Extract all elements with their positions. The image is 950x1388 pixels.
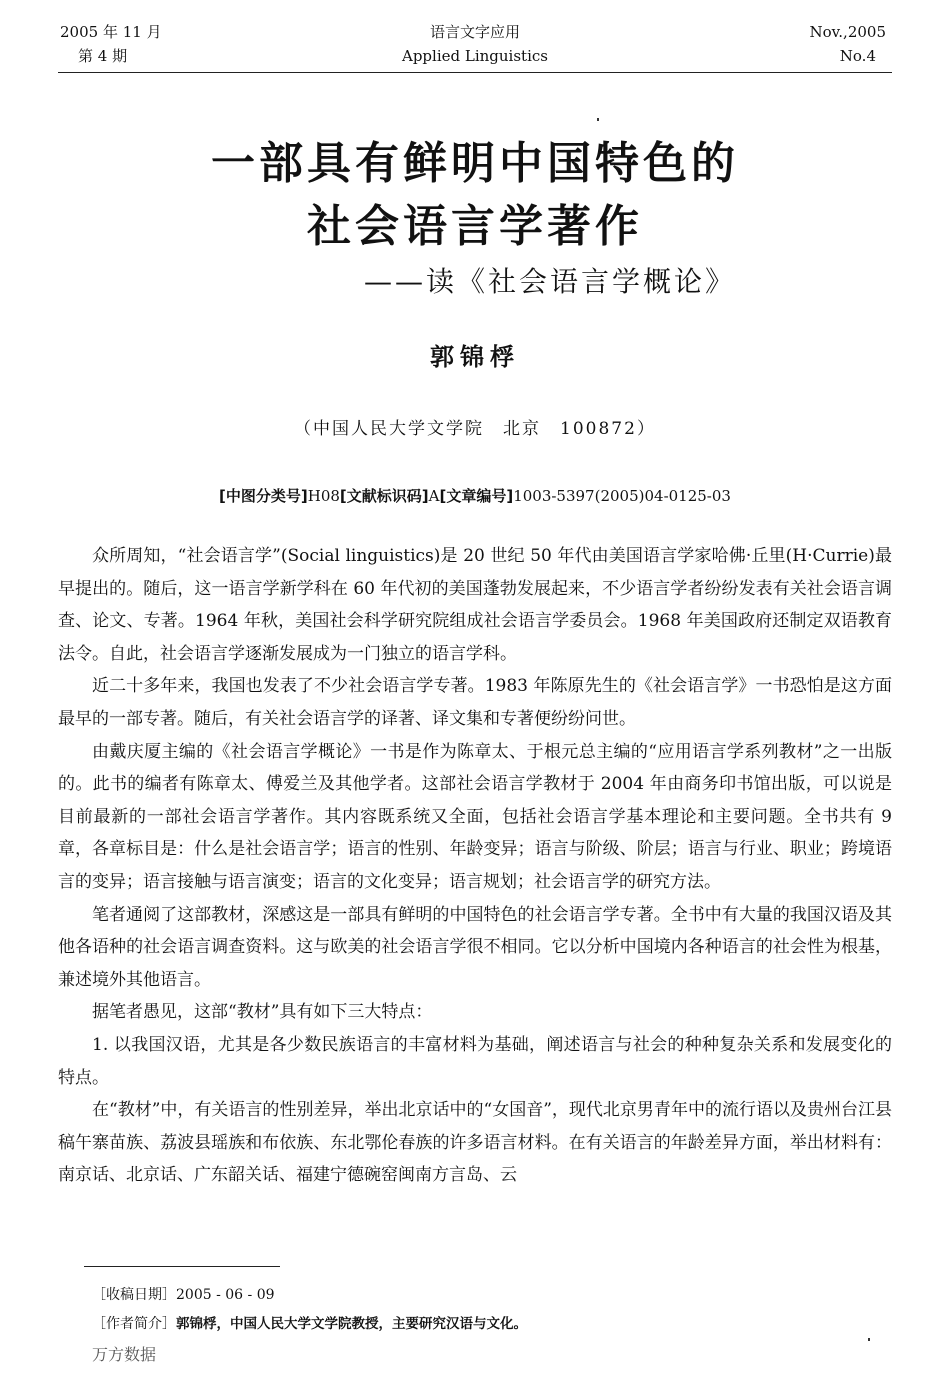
- footnote-author-bio: [92, 1313, 527, 1335]
- journal-date-issue-right: [809, 20, 886, 68]
- paragraph: 1. 以我国汉语，尤其是各少数民族语言的丰富材料为基础，阐述语言与社会的种种复杂关系和发展变化的特点。: [58, 1034, 892, 1088]
- author-affiliation: （中国人民大学文学院 北京 100872）: [294, 419, 656, 439]
- paragraph: 由戴庆厦主编的《社会语言学概论》一书是作为陈章太、于根元总主编的“应用语言学系列教材”之一出版的。此书的编者有陈章太、傅爱兰及其他学者。这部社会语言学教材于 2004 年由商务印书馆出版，可以说是目前最新的一部社会语言学著作。其内容既系统又全面，包括社会语言学基本理论和主要问题。全书共有 9 章，各章标目是：什么是社会语言学；语言的性别、年龄变异；语言与阶级、阶层；语言与行业、职业；跨境语言的变异；语言接触与语言演变；语言的文化变异；语言规划；社会语言学的研究方法。: [58, 741, 892, 892]
- author-name: 郭锦桴: [430, 342, 520, 371]
- journal-name-en: Applied Linguistics: [402, 47, 548, 65]
- clc-label: [中图分类号]: [219, 487, 308, 505]
- header-date-en: Nov.,2005: [809, 23, 886, 41]
- footnote-divider: [84, 1266, 280, 1267]
- received-date: 2005 - 06 - 09: [176, 1287, 275, 1303]
- article-number-label: [文章编号]: [439, 487, 514, 505]
- header-issue-cn: 第 4 期: [78, 47, 128, 65]
- header-date-cn: 2005 年 11 月: [60, 23, 162, 41]
- article-subtitle: ——读《社会语言学概论》: [363, 265, 736, 298]
- article-title-line1: 一部具有鲜明中国特色的: [211, 138, 739, 189]
- classification-line: [0, 484, 950, 508]
- watermark-text: 万方数据: [92, 1345, 157, 1364]
- speck-mark: [868, 1338, 870, 1341]
- footnote-received: [92, 1284, 275, 1306]
- author-bio-label: ［作者简介］: [92, 1316, 176, 1332]
- doc-code-value: A: [428, 487, 440, 505]
- header-issue-en: No.4: [839, 47, 876, 65]
- paragraph: 众所周知，“社会语言学”(Social linguistics)是 20 世纪 50 年代由美国语言学家哈佛·丘里(H·Currie)最早提出的。随后，这一语言学新学科在 60 年代初的美国蓬勃发展起来，不少语言学者纷纷发表有关社会语言调查、论文、专著。1964 年秋，美国社会科学研究院组成社会语言学委员会。1968 年美国政府还制定双语教育法令。自此，社会语言学逐渐发展成为一门独立的语言学科。: [58, 546, 892, 664]
- article-title-line2: 社会语言学著作: [307, 201, 643, 252]
- paragraph: 在“教材”中，有关语言的性别差异，举出北京话中的“女国音”，现代北京男青年中的流行语以及贵州台江县稿午寨苗族、荔波县瑶族和布依族、东北鄂伦春族的许多语言材料。在有关语言的年龄差异方面，举出材料有：南京话、北京话、广东韶关话、福建宁德碗窑闽南方言岛、云: [58, 1100, 892, 1186]
- speck-mark: [597, 118, 599, 121]
- doc-code-label: [文献标识码]: [339, 487, 429, 505]
- paragraph: 据笔者愚见，这部“教材”具有如下三大特点：: [92, 1002, 433, 1023]
- journal-name-cn: 语言文字应用: [429, 23, 520, 41]
- header-divider: [58, 72, 892, 73]
- paragraph: 笔者通阅了这部教材，深感这是一部具有鲜明的中国特色的社会语言学专著。全书中有大量的我国汉语及其他各语种的社会语言调查资料。这与欧美的社会语言学很不相同。它以分析中国境内各种语言的社会性为根基，兼述境外其他语言。: [58, 904, 892, 990]
- paragraph: 近二十多年来，我国也发表了不少社会语言学专著。1983 年陈原先生的《社会语言学》一书恐怕是这方面最早的一部专著。随后，有关社会语言学的译著、译文集和专著便纷纷问世。: [58, 676, 892, 729]
- author-bio-text: 郭锦桴，中国人民大学文学院教授，主要研究汉语与文化。: [176, 1316, 527, 1332]
- received-label: ［收稿日期］: [92, 1287, 176, 1303]
- article-body: [58, 540, 892, 1192]
- clc-value: H08: [307, 487, 340, 505]
- article-number-value: 1003-5397(2005)04-0125-03: [513, 487, 731, 505]
- journal-name: [0, 20, 950, 68]
